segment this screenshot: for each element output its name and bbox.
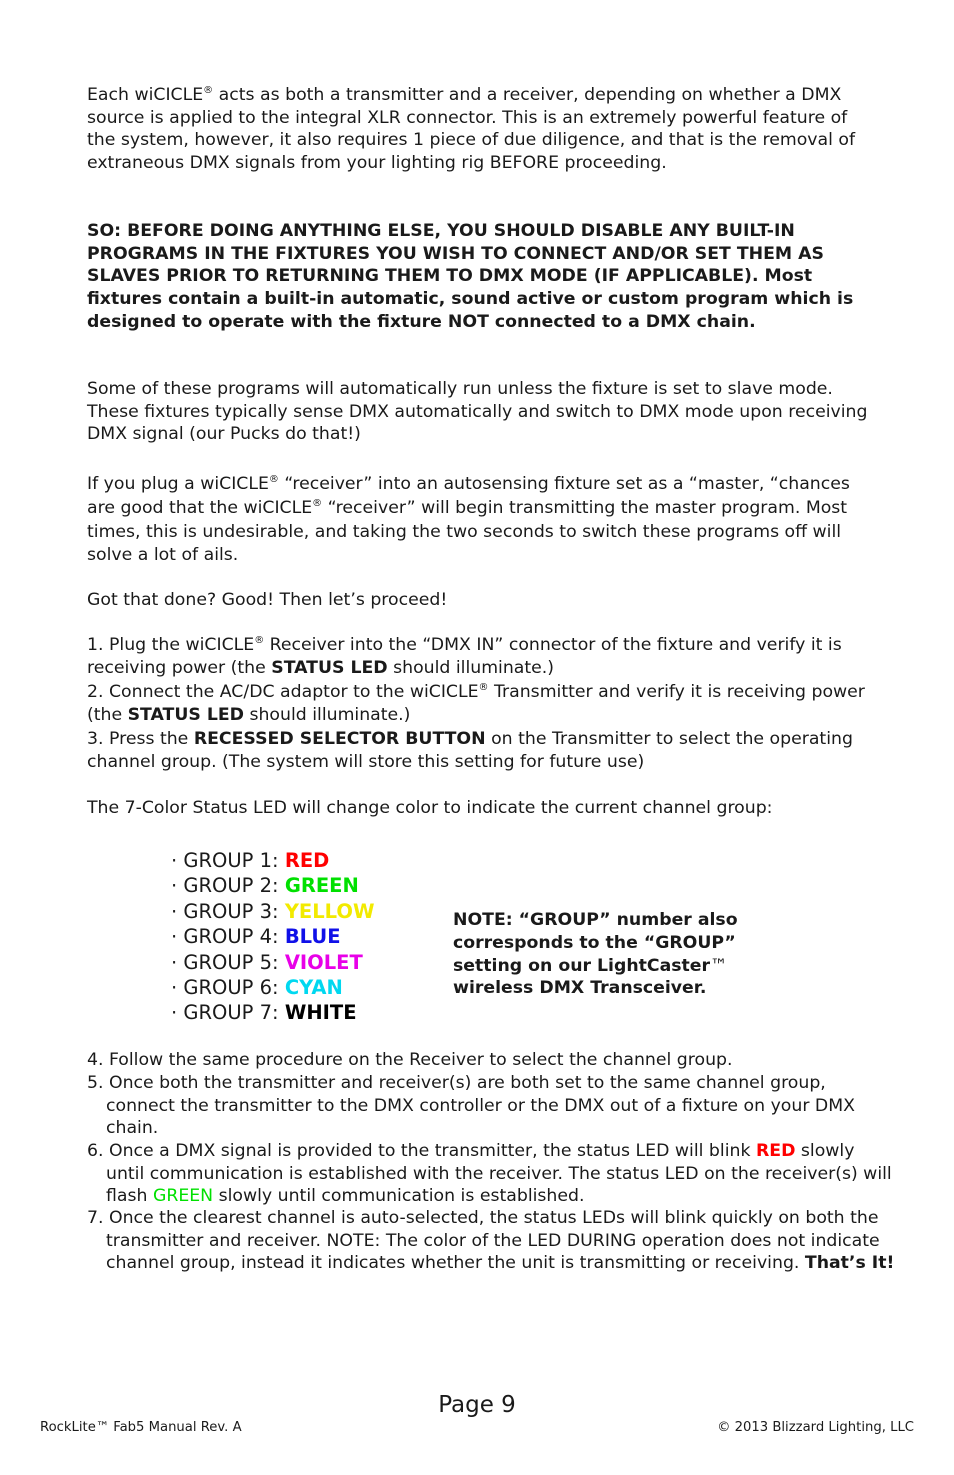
group-color-value: RED xyxy=(284,849,330,872)
step-4: 4. Follow the same procedure on the Receiver to select the channel group. xyxy=(87,1050,733,1070)
group-color-value: WHITE xyxy=(284,1001,357,1025)
registered-mark: ® xyxy=(268,474,279,485)
status-led-label: STATUS LED xyxy=(271,657,388,678)
step-1-text-c: should illuminate.) xyxy=(387,657,555,678)
footer-left: RockLite™ Fab5 Manual Rev. A xyxy=(40,1420,242,1435)
group-item xyxy=(171,899,431,924)
group-item xyxy=(171,873,431,898)
registered-mark: ® xyxy=(254,635,265,646)
group-label: · GROUP 3: xyxy=(171,899,285,923)
step-2-text-a: 2. Connect the AC/DC adaptor to the wiCICLE xyxy=(87,682,479,702)
group-color-value: BLUE xyxy=(284,925,341,949)
group-item xyxy=(171,848,431,873)
group-label: · GROUP 6: xyxy=(171,976,285,1000)
step-1 xyxy=(87,634,877,679)
step-5: 5. Once both the transmitter and receiver(s) are both set to the same channel group, connect the transmitter to the DMX controller or the DMX out of a fixture on your DMX chain. xyxy=(87,1073,855,1139)
page-number: Page 9 xyxy=(438,1392,516,1418)
step-3-text-a: 3. Press the xyxy=(87,729,194,749)
selector-button-label: RECESSED SELECTOR BUTTON xyxy=(193,729,486,749)
step-6-text-c: slowly until communication is established. xyxy=(213,1186,585,1207)
group-color-value: VIOLET xyxy=(284,950,363,974)
group-label: · GROUP 2: xyxy=(171,874,285,898)
footer-right: © 2013 Blizzard Lighting, LLC xyxy=(717,1420,914,1435)
note-text-b: wireless DMX Transceiver. xyxy=(453,978,707,999)
red-label: RED xyxy=(755,1141,796,1161)
step-6-text-a: 6. Once a DMX signal is provided to the transmitter, the status LED will blink xyxy=(87,1141,756,1161)
step-7 xyxy=(87,1207,896,1275)
intro-text-a: Each wiCICLE xyxy=(87,85,204,105)
status-intro-paragraph: The 7-Color Status LED will change color to indicate the current channel group: xyxy=(87,798,773,818)
group-list xyxy=(171,848,431,1026)
intro-text-b: acts as both a transmitter and a receiver, depending on whether a DMX source is applied to the integral XLR connector. This is an extremely powerful feature of the system, however, it also requires 1 piece of due diligence, and that is the removal of extraneous DMX signals from your lighting rig BEFORE proceeding. xyxy=(87,85,856,174)
group-item xyxy=(171,975,431,1000)
group-item xyxy=(171,950,431,975)
plug-paragraph xyxy=(87,473,877,568)
group-color-value: CYAN xyxy=(284,976,343,1000)
step-1-text-a: 1. Plug the wiCICLE xyxy=(87,635,255,655)
plug-text-c: “receiver” will begin transmitting the master program. Most times, this is undesirable, and taking the two seconds to switch these programs off will solve a lot of ails. xyxy=(87,497,848,566)
plug-text-a: If you plug a wiCICLE xyxy=(87,474,269,494)
group-note xyxy=(453,909,783,1000)
step-6-text-b: slowly until communication is established with the receiver. The status LED on the receiver(s) will flash xyxy=(106,1141,892,1207)
plug-text-b: “receiver” into an autosensing fixture set as a “master, “chances are good that the wiCICLE xyxy=(87,474,850,518)
group-label: · GROUP 1: xyxy=(171,849,285,872)
step-2-text-b: Transmitter and verify it is receiving power (the xyxy=(87,682,865,725)
thats-it-label: That’s It! xyxy=(804,1253,895,1274)
group-label: · GROUP 5: xyxy=(171,950,285,974)
programs-paragraph: Some of these programs will automatically run unless the fixture is set to slave mode. These fixtures typically sense DMX automatically and switch to DMX mode upon receiving DMX signal (our Pucks do that!) xyxy=(87,379,868,445)
registered-mark: ® xyxy=(312,497,323,509)
group-item xyxy=(171,1000,431,1025)
step-3 xyxy=(87,728,877,773)
step-7-text-a: 7. Once the clearest channel is auto-selected, the status LEDs will blink quickly on both the transmitter and receiver. NOTE: The color of the LED DURING operation does not indicate channel group, instead it indicates whether the unit is transmitting or receiving. xyxy=(87,1208,880,1274)
green-label: GREEN xyxy=(152,1186,214,1207)
group-label: · GROUP 4: xyxy=(171,925,285,949)
trademark-mark: ™ xyxy=(710,955,728,976)
intro-paragraph xyxy=(87,84,877,175)
group-color-value: GREEN xyxy=(284,874,359,898)
warning-paragraph: SO: BEFORE DOING ANYTHING ELSE, YOU SHOULD DISABLE ANY BUILT-IN PROGRAMS IN THE FIXTURES YOU WISH TO CONNECT AND/OR SET THEM AS SLAVES PRIOR TO RETURNING THEM TO DMX MODE (IF APPLICABLE). Most fixtures contain a built-in automatic, sound active or custom program which is designed to operate with the fixture NOT connected to a DMX chain. xyxy=(87,221,854,332)
step-2-text-c: should illuminate.) xyxy=(243,704,411,725)
got-that-paragraph: Got that done? Good! Then let’s proceed! xyxy=(87,590,448,610)
step-1-text-b: Receiver into the “DMX IN” connector of the fixture and verify it is receiving power (the xyxy=(87,635,842,678)
note-text-a: NOTE: “GROUP” number also corresponds to the “GROUP” setting on our LightCaster xyxy=(453,910,738,976)
group-color-value: YELLOW xyxy=(284,899,375,923)
group-item xyxy=(171,924,431,949)
registered-mark: ® xyxy=(478,682,489,693)
step-2 xyxy=(87,681,877,726)
step-6 xyxy=(87,1140,896,1208)
group-label: · GROUP 7: xyxy=(171,1001,285,1025)
status-led-label: STATUS LED xyxy=(127,704,244,725)
step-3-text-b: on the Transmitter to select the operating channel group. (The system will store this setting for future use) xyxy=(87,729,853,772)
registered-mark: ® xyxy=(203,85,214,96)
